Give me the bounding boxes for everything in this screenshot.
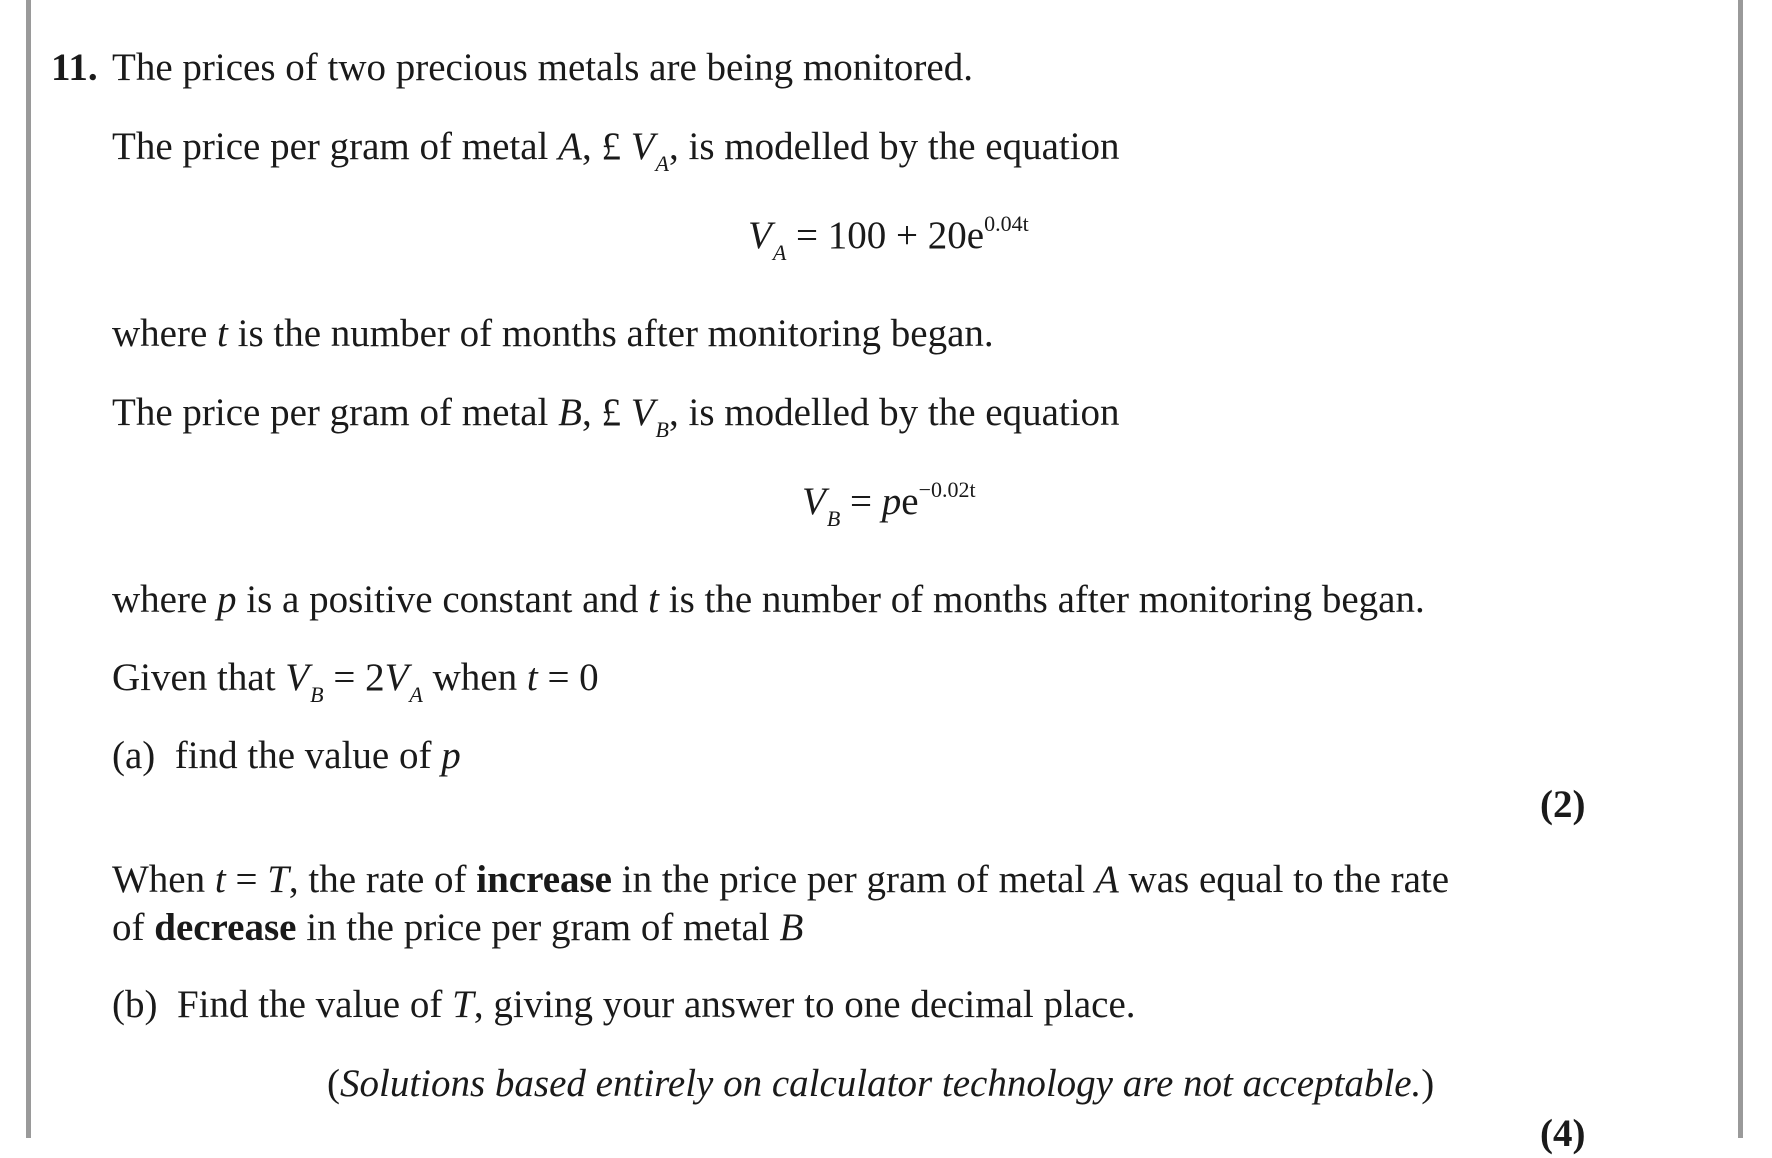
part-b-T: T [452,983,474,1026]
when1-bold: increase [476,858,612,901]
when1-end: was equal to the rate [1118,858,1450,901]
when1-t: t [214,858,226,901]
given-cond: = 0 [537,656,599,699]
metal-b-pre: The price per gram of metal [112,391,559,434]
equation-b-p: p [881,480,902,523]
given-v1: V [285,656,310,699]
when-line-1 [112,856,1449,904]
part-b-marks: (4) [1540,1112,1586,1155]
metal-a-sub: A [655,151,669,176]
when1-T: T [267,858,289,901]
metal-a-var: V [630,125,655,168]
where-a-var: t [217,312,228,355]
metal-a-post: , is modelled by the equation [668,125,1120,168]
given-s1: B [310,682,324,707]
equation-a-sub: A [772,240,787,265]
note-close: ) [1421,1062,1435,1105]
page-border-left [26,0,31,1138]
metal-b-sub: B [655,417,669,442]
metal-b-description [112,389,1120,442]
metal-b-var: V [630,391,655,434]
when2-bold: decrease [154,906,297,949]
equation-a-lhs: V [748,214,772,257]
equation-b-e: e [901,480,919,523]
part-a-marks: (2) [1540,783,1586,826]
note-open: ( [327,1062,340,1105]
when-line-2 [112,904,803,952]
question-intro: The prices of two precious metals are being monitored. [112,46,973,89]
part-a [112,732,461,780]
given-when: when [422,656,527,699]
calculator-note [327,1060,1434,1108]
given-t: t [526,656,538,699]
when1-eq: = [225,858,268,901]
equation-b [802,478,976,531]
given-v2: V [384,656,409,699]
part-b-label: (b) [112,983,158,1026]
metal-b-comma: , £ [581,391,631,434]
where-b-line [112,576,1425,624]
part-b-post: , giving your answer to one decimal place. [473,983,1136,1026]
equation-b-exponent: −0.02t [918,477,976,502]
metal-a-description [112,123,1120,176]
metal-a-pre: The price per gram of metal [112,125,559,168]
where-a-post: is the number of months after monitoring began. [227,312,994,355]
where-b-post: is the number of months after monitoring began. [658,578,1425,621]
metal-a-letter: A [558,125,582,168]
given-line [112,654,599,707]
part-b [112,981,1136,1029]
page-border-right [1738,0,1743,1138]
where-a-line [112,310,994,358]
where-b-p: p [217,578,237,621]
when1-mid: , the rate of [288,858,477,901]
when2-B: B [779,906,804,949]
part-a-text: find the value of [174,734,442,777]
note-text: Solutions based entirely on calculator technology are not acceptable. [340,1062,1422,1105]
when2-post: in the price per gram of metal [296,906,780,949]
part-a-label: (a) [112,734,156,777]
given-s2: A [409,682,423,707]
given-mid: = 2 [323,656,385,699]
when1-post: in the price per gram of metal [612,858,1095,901]
when2-pre: of [112,906,155,949]
where-b-t: t [648,578,659,621]
part-a-var: p [441,734,461,777]
equation-b-lhs: V [802,480,826,523]
metal-b-letter: B [558,391,582,434]
when1-A: A [1094,858,1119,901]
where-b-mid: is a positive constant and [236,578,649,621]
equation-a-exponent: 0.04t [984,211,1029,236]
where-b-pre: where [112,578,218,621]
question-number: 11. [51,46,98,89]
metal-b-post: , is modelled by the equation [668,391,1120,434]
equation-a [748,212,1029,265]
where-a-pre: where [112,312,218,355]
metal-a-comma: , £ [581,125,631,168]
equation-b-eq: = [840,480,882,523]
equation-b-sub: B [826,506,841,531]
equation-a-rhs: = 100 + 20e [786,214,985,257]
part-b-pre: Find the value of [176,983,453,1026]
given-pre: Given that [112,656,286,699]
when1-pre: When [112,858,215,901]
